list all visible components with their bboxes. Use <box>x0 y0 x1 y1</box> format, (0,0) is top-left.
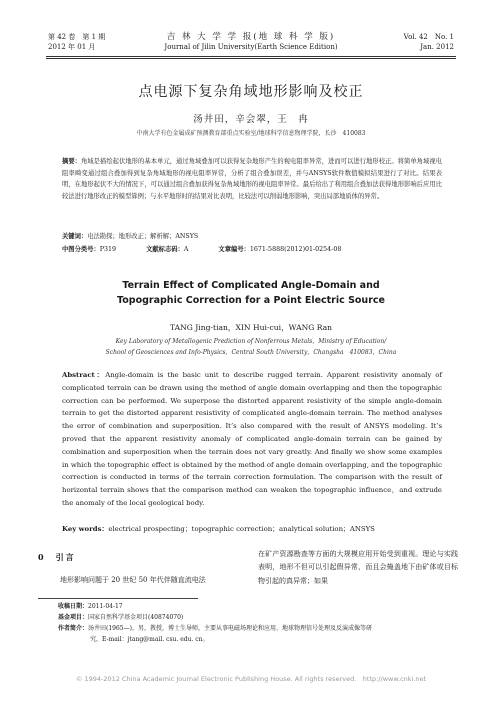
keywords-en-text: electrical prospecting；topographic correction；analytical solution；ANSYS <box>108 525 375 533</box>
volume-en: Vol. 42 No. 1 <box>403 33 454 41</box>
affiliation-en-line1: Key Laboratory of Metallogenic Prediction of Nonferrous Metals，Ministry of Education/ <box>115 338 387 345</box>
affiliation-en <box>0 336 502 358</box>
clc-number: 中图分类号：P319 <box>62 246 117 253</box>
affiliation-en-line2: School of Geosciences and Info-Physics，Central South University，Changsha 410083，China <box>105 349 397 356</box>
document-code: 文献标志码：A <box>146 246 189 253</box>
authors-cn: 汤井田，辛会翠，王 冉 <box>193 114 309 125</box>
footnote-author: 作者简介：汤井田(1965—)，男，教授，博士生导师，主要从事电磁场理论和应用、地球物理信号处理及反演成像等研 <box>58 625 372 632</box>
paper-title-cn: 点电源下复杂角域地形影响及校正 <box>138 84 364 100</box>
intro-left-column: 地形影响问题于 20 世纪 50 年代伴随直流电法 <box>60 576 206 584</box>
section-title: 引言 <box>55 552 76 562</box>
section-number: 0 <box>38 552 46 562</box>
journal-name-en: Journal of Jilin University(Earth Science Edition) <box>164 43 338 51</box>
paper-title-en-line1: Terrain Effect of Complicated Angle-Domain and <box>122 280 380 291</box>
abstract-cn-text: 角域是描绘起伏地形的基本单元，通过角域叠加可以获得复杂地形产生的视电阻率异常，进而可以进行地形校正。将简单角域视电阻率畸变通过组合叠加得到复杂角域地形的视电阻率异常，分析了组合叠加误差，并与ANSYS软件数值模拟结果进行了对比。结果表明，在地形起伏不大的情况下，可以通过组合叠加获得复杂角域地形的视电阻率异常。最后给出了利用组合叠加法获得地形影响后应用比较法进行地形改正的模型算例；与水平地形时的结果对比表明，比较法可以削弱地形影响，突出局部地质体的异常。 <box>62 158 443 200</box>
keywords-en <box>62 523 442 533</box>
keywords-cn-text: 电法勘探；地形改正；解析解；ANSYS <box>87 233 199 240</box>
journal-name-cn: 吉 林 大 学 学 报(地 球 科 学 版) <box>166 32 336 42</box>
article-id: 文章编号：1671-5888(2012)01-0254-08 <box>218 246 342 253</box>
section-heading-intro <box>38 552 76 563</box>
footnote-funding: 基金项目：国家自然科学基金项目(40874070) <box>58 614 184 621</box>
keywords-cn-label: 关键词： <box>62 233 88 240</box>
intro-right-column: 在矿产资源勘查等方面的大规模应用开始受到重视。理论与实践表明，地形不但可以引起假异常，而且会掩盖地下由矿体或目标物引起的真异常；如果 <box>258 550 458 585</box>
affiliation-cn: 中南大学有色金属成矿预测教育部重点实验室/地球科学信息物理学院，长沙 410083 <box>136 130 366 137</box>
date-cn: 2012 年 01 月 <box>48 43 96 51</box>
abstract-en-label: Abstract： <box>62 371 106 379</box>
header-rule <box>46 56 456 57</box>
header-rule-thin <box>46 58 456 59</box>
paper-title-en <box>0 278 502 308</box>
abstract-cn <box>62 156 442 202</box>
header-right <box>404 32 454 52</box>
copyright-footer: © 1994-2012 China Academic Journal Electronic Publishing House. All rights reserved. http://www.cnki.net <box>75 675 427 683</box>
abstract-en-text: Angle-domain is the basic unit to describe rugged terrain. Apparent resistivity anomaly of complicated terrain can be drawn using the method of angle domain overlapping and then the topographic correction can be performed. We superpose the distorted apparent resistivity of the simple angle-domain terrain to get the distorted apparent resistivity of complicated angle-domain terrain. The method analyses the error of combination and superposition. It’s also compared with the result of ANSYS modeling. It’s proved that the apparent resistivity anomaly of complicated angle-domain terrain can be gained by combination and superposition when the terrain does not vary greatly. And finally we show some examples in which the topographic effect is obtained by the method of angle domain overlapping, and the topographic correction is conducted in terms of the terrain correction formulation. The comparison with the result of horizontal terrain shows that the comparison method can weaken the topographic influence，and extrude the anomaly of the local geological body. <box>62 371 442 507</box>
keywords-en-label: Key words： <box>62 525 109 533</box>
classification-line <box>62 244 442 253</box>
footnote-rule <box>38 598 198 599</box>
footnote-received: 收稿日期：2011-04-17 <box>58 603 123 610</box>
date-en: Jan. 2012 <box>420 43 454 51</box>
abstract-cn-label: 摘要： <box>62 158 82 165</box>
volume-cn: 第 42 卷 第 1 期 <box>48 33 106 41</box>
running-header <box>0 32 502 56</box>
keywords-cn <box>62 231 442 240</box>
abstract-en <box>62 369 442 510</box>
paper-title-en-line2: Topographic Correction for a Point Electric Source <box>117 295 385 306</box>
footnote-author-cont: 究，E-mail：jtang@mail. csu. edu. cn。 <box>90 636 209 643</box>
authors-en: TANG Jing-tian，XIN Hui-cui，WANG Ran <box>169 323 333 332</box>
